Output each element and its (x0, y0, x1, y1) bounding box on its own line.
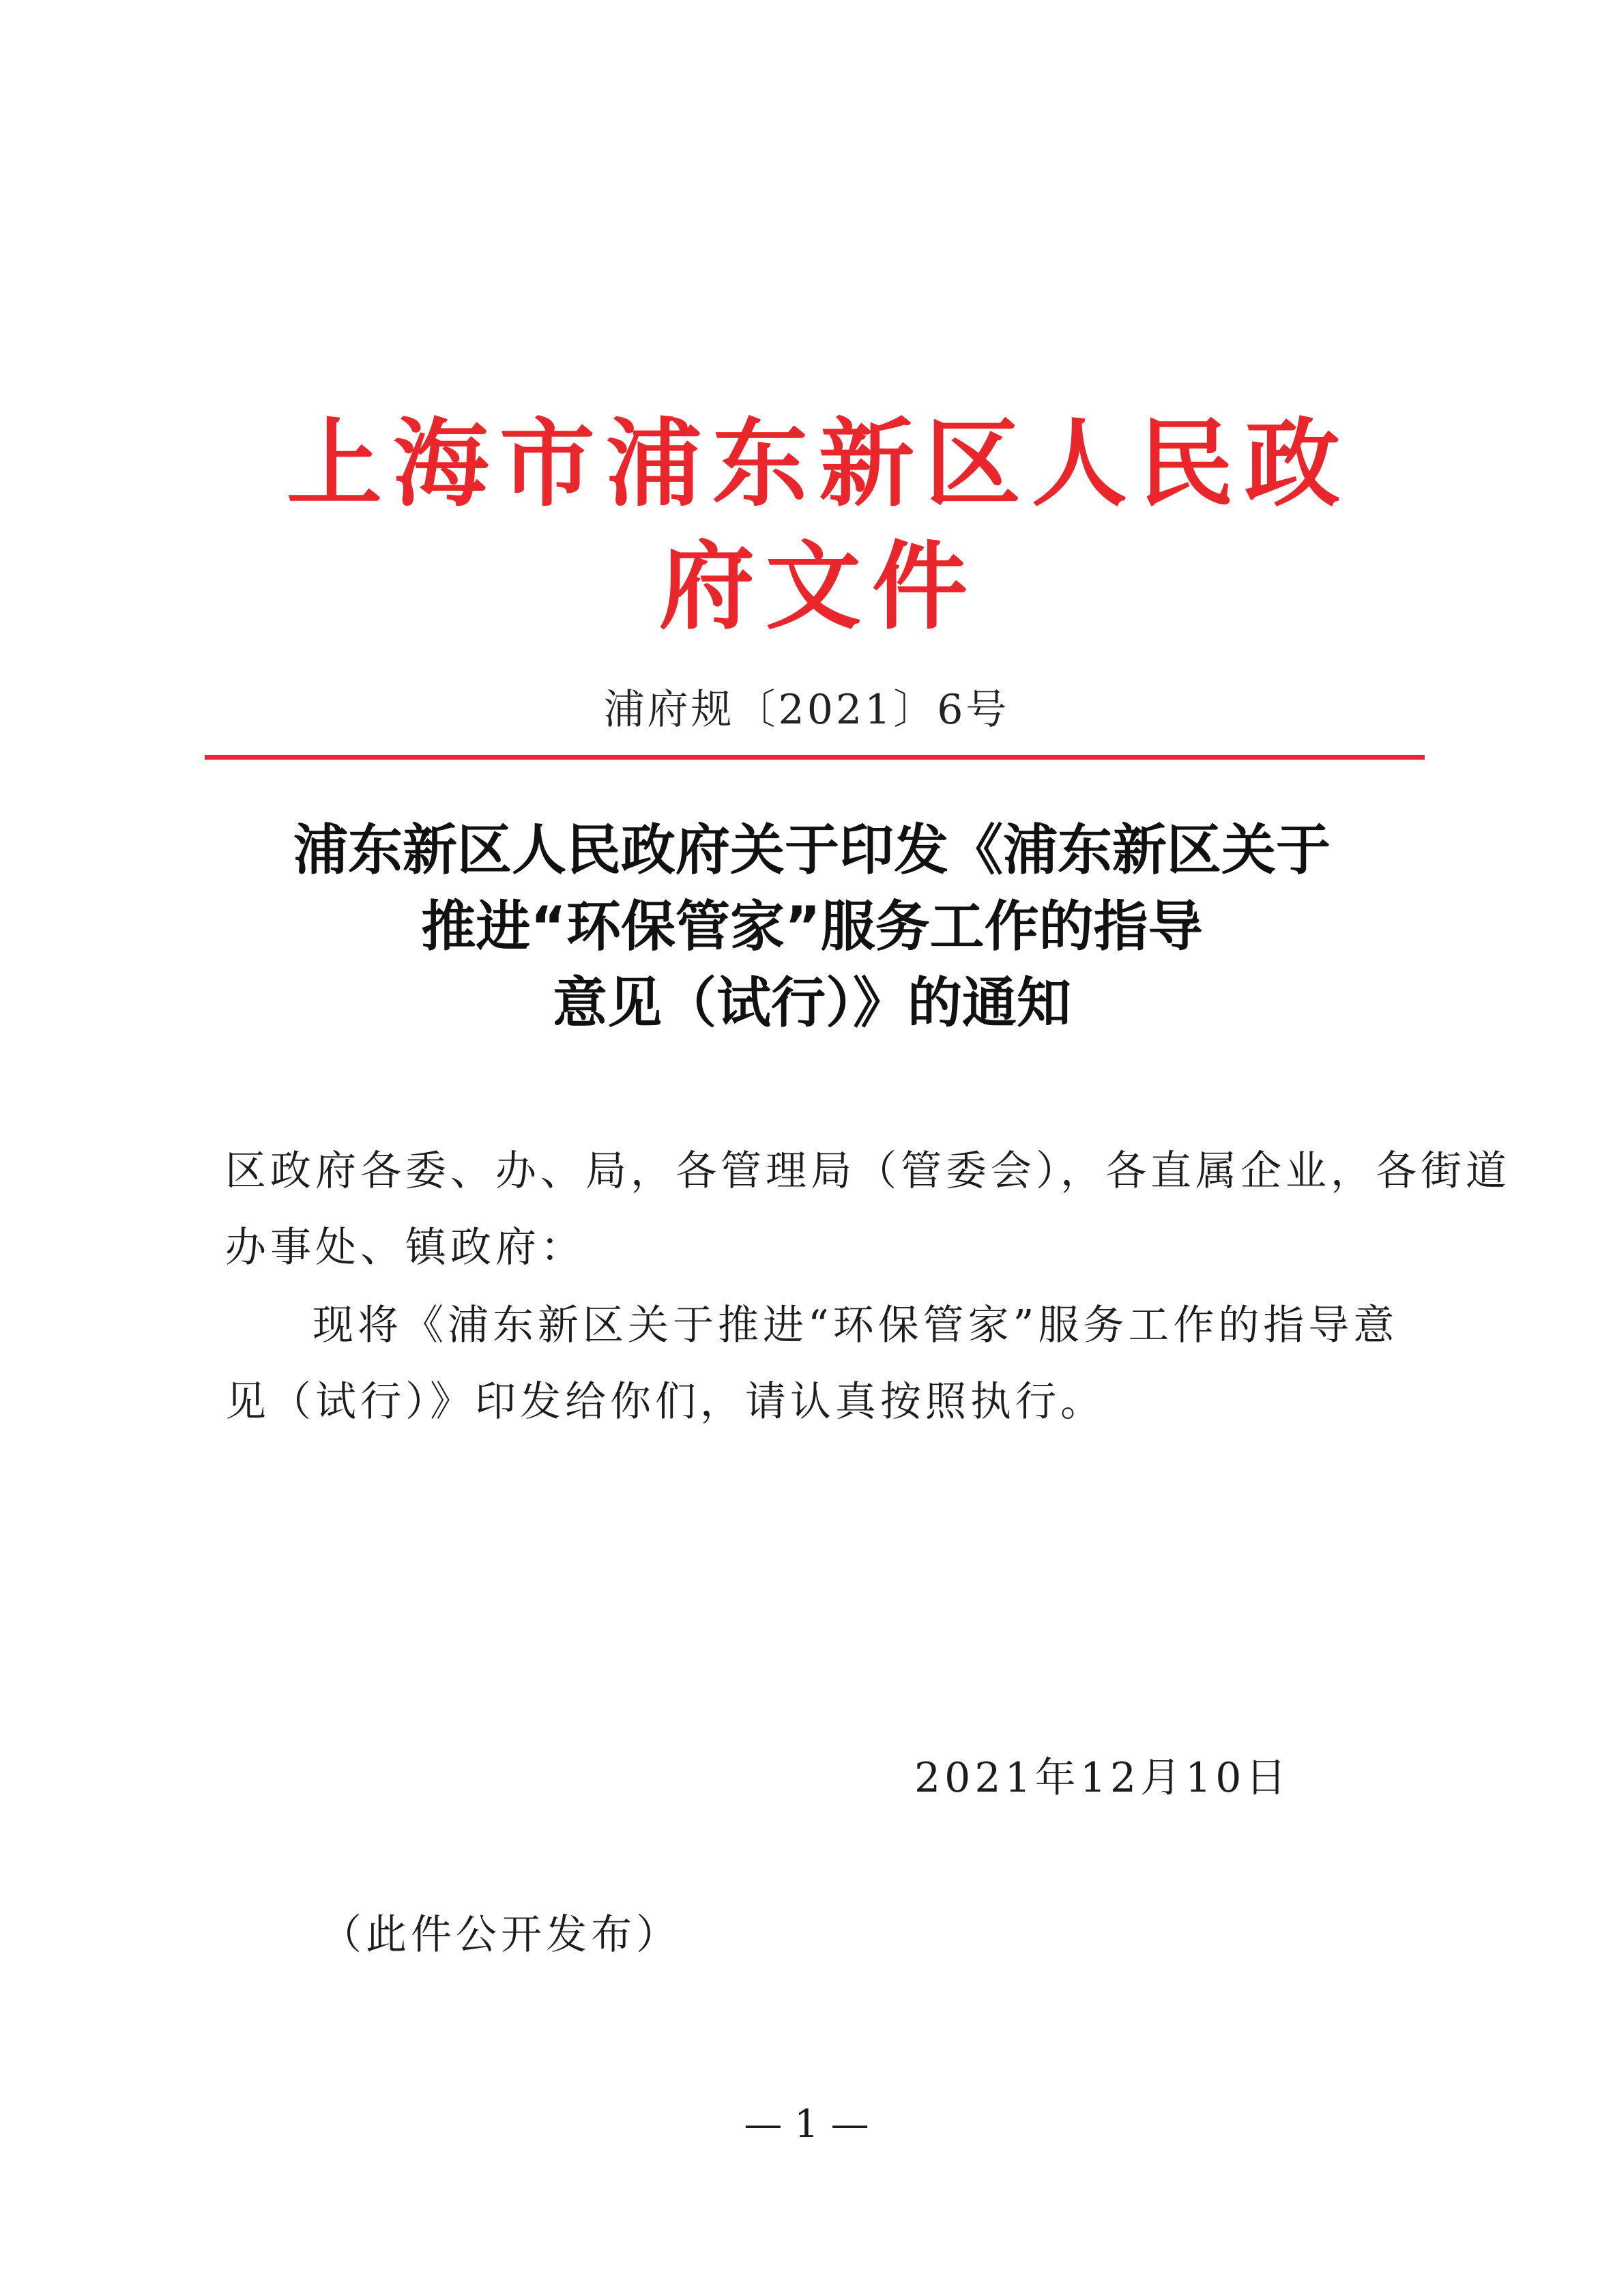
red-separator-line (205, 755, 1425, 760)
title-line-2: 推进“环保管家”服务工作的指导 (421, 895, 1203, 958)
salutation-line-2: 办事处、镇政府： (225, 1224, 585, 1272)
title-line-1: 浦东新区人民政府关于印发《浦东新区关于 (293, 818, 1331, 882)
publication-note: （此件公开发布） (321, 1911, 681, 1959)
title-line-3: 意见（试行）》的通知 (553, 971, 1071, 1035)
issuer-heading: 上海市浦东新区人民政府文件 (286, 408, 1351, 643)
document-number: 浦府规〔2021〕6号 (603, 686, 1010, 734)
salutation-line-1: 区政府各委、办、局，各管理局（管委会），各直属企业，各街道 (225, 1147, 1511, 1195)
body-paragraph: 现将《浦东新区关于推进“环保管家”服务工作的指导意见（试行）》印发给你们，请认真按照执行。 (225, 1302, 1399, 1426)
page-number: — 1 — (744, 2102, 869, 2147)
issue-date: 2021年12月10日 (914, 1754, 1291, 1802)
document-title (225, 812, 1399, 1042)
salutation (225, 1133, 1511, 1286)
